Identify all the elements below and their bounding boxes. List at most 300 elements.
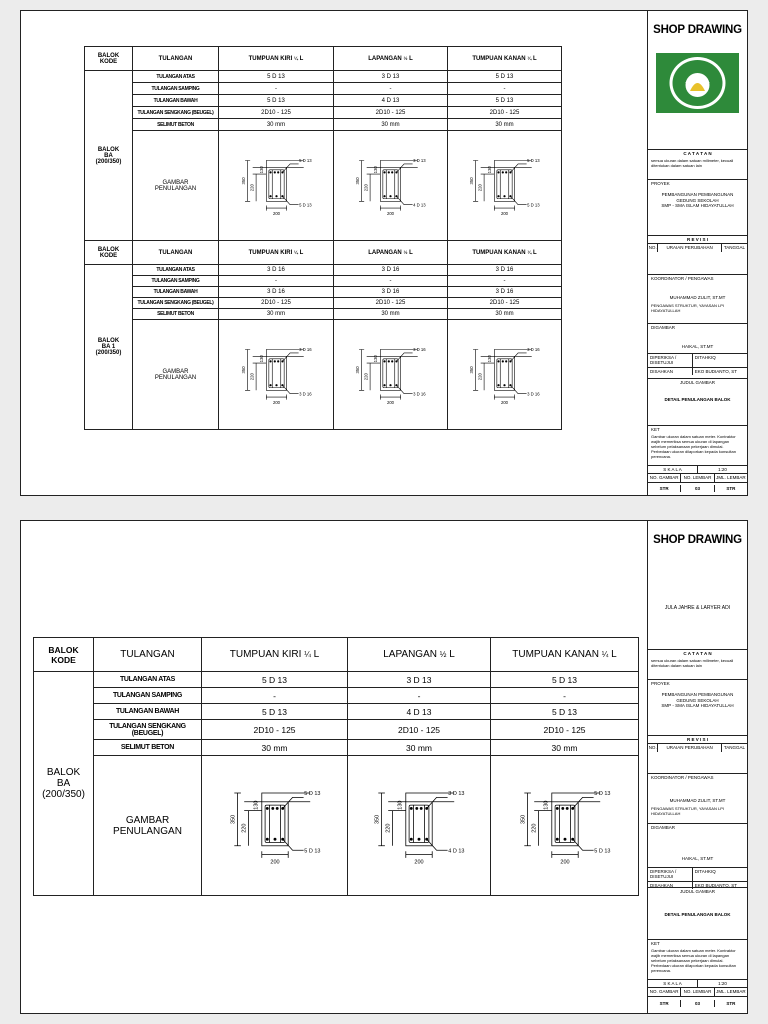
table-row — [34, 672, 639, 688]
title-block — [647, 11, 747, 495]
rebar — [565, 806, 568, 809]
rebar — [281, 837, 284, 840]
judul-section — [648, 887, 747, 939]
stirrup — [383, 169, 398, 198]
leader-line — [510, 385, 526, 394]
beam-section-drawing — [510, 782, 620, 870]
koordinator-name: MUHAMMAD ZULIT, ST.MT — [669, 798, 726, 804]
ket-label: KET — [651, 427, 660, 432]
header-tumpuan-kiri: TUMPUAN KIRI ¼ L — [202, 638, 348, 672]
web-dimension: 220 — [249, 183, 255, 191]
rebar — [561, 806, 564, 809]
rebar — [415, 806, 418, 809]
cell-lapangan: - — [348, 688, 491, 704]
dimension-line — [359, 349, 370, 390]
flange-dimension: 130 — [397, 800, 404, 810]
digambar-label: DIGAMBAR — [651, 325, 676, 330]
catatan-text: semua ukuran dalam satuan milimeter, kecuali ditentukan dalam satuan lain — [651, 658, 734, 669]
web-dimension: 220 — [530, 823, 537, 833]
cell-kanan: 5 D 13 — [448, 71, 562, 83]
rebar — [555, 837, 558, 840]
rebar — [509, 171, 511, 173]
rebar — [389, 384, 391, 386]
web-dimension: 220 — [477, 372, 483, 380]
web-dimension: 220 — [240, 823, 247, 833]
table-header-row — [34, 638, 639, 672]
height-dimension: 350 — [374, 814, 381, 824]
section-cell — [348, 756, 491, 896]
rebar — [555, 806, 558, 809]
keterangan-section — [648, 939, 747, 981]
koordinator-sub: PENGAWAS STRUKTUR, YAYASAN LPI HIDAYATULLAH — [651, 805, 724, 816]
top-bar-label: 5 D 13 — [303, 790, 321, 797]
width-dimension: 200 — [272, 210, 280, 216]
rebar — [395, 171, 397, 173]
width-dimension: 200 — [386, 210, 395, 216]
flange-dimension: 130 — [252, 800, 259, 810]
proyek-name: PEMBANGUNAN PEMBANGUNAN GEDUNG SEKOLAH SMP - SMA ISLAM HIDAYATULLAH — [661, 692, 734, 709]
flange-dimension: 130 — [258, 354, 264, 362]
cell-kanan: 30 mm — [448, 119, 562, 131]
cell-lapangan: 30 mm — [334, 119, 448, 131]
perencana-section — [648, 323, 747, 353]
koordinator-label: KOORDINATOR / PENGAWAS — [651, 276, 714, 281]
header-tulangan: TULANGAN — [133, 47, 219, 71]
rebar — [383, 195, 385, 197]
cell-kiri: 5 D 13 — [202, 672, 348, 688]
rebar — [505, 360, 507, 362]
beam-section-drawing — [348, 152, 433, 220]
width-dimension: 200 — [559, 858, 570, 865]
dimension-line — [261, 851, 287, 858]
cell-lapangan: 30 mm — [334, 309, 448, 320]
perencana-section — [648, 823, 747, 867]
proyek-label: PROYEK — [651, 181, 670, 186]
header-tumpuan-kanan: TUMPUAN KANAN ¼ L — [448, 47, 562, 71]
bottom-bar-label: 5 D 13 — [593, 847, 611, 854]
koordinator-section — [648, 274, 747, 316]
table-row — [85, 71, 562, 83]
rebar — [383, 171, 385, 173]
row-label: TULANGAN SAMPING — [94, 688, 202, 704]
drawing-sheet-2 — [20, 520, 748, 1014]
cell-lapangan: 4 D 13 — [348, 704, 491, 720]
cell-kanan: 30 mm — [448, 309, 562, 320]
judul-value: DETAIL PENULANGAN BALOK — [664, 912, 731, 918]
rebar — [388, 171, 390, 173]
cell-kiri: 3 D 16 — [219, 287, 334, 298]
revisi-label: R E V I S I — [686, 237, 708, 242]
leader-line — [282, 352, 298, 361]
row-label: SELIMUT BETON — [133, 119, 219, 131]
cell-lapangan: 3 D 13 — [348, 672, 491, 688]
dimension-line — [551, 851, 577, 858]
leader-line — [282, 839, 303, 850]
dimension-line — [380, 205, 400, 210]
rebar — [425, 837, 428, 840]
koordinator-name: MUHAMMAD ZULIT, ST.MT — [669, 295, 726, 301]
judul-label: JUDUL GAMBAR — [679, 380, 716, 385]
cell-kiri: - — [219, 276, 334, 287]
cell-lapangan: 2D10 - 125 — [334, 107, 448, 119]
section-cell — [219, 320, 334, 430]
header-balok-kode: BALOK KODE — [85, 241, 133, 265]
proyek-section — [648, 679, 747, 735]
beam-section-drawing — [462, 152, 547, 220]
header-tumpuan-kanan: TUMPUAN KANAN ¼ L — [491, 638, 639, 672]
section-cell — [448, 131, 562, 241]
cell-kanan: - — [491, 688, 639, 704]
beam-section-drawing — [364, 782, 474, 870]
flange-dimension: 130 — [486, 354, 492, 362]
rebar — [388, 360, 390, 362]
cell-kiri: - — [202, 688, 348, 704]
cell-lapangan: 4 D 13 — [334, 95, 448, 107]
flange-dimension: 130 — [486, 165, 492, 173]
top-bar-label: 5 D 13 — [593, 790, 611, 797]
koordinator-section — [648, 773, 747, 823]
web-dimension: 220 — [477, 183, 483, 191]
dimension-line — [473, 160, 484, 201]
header-tulangan: TULANGAN — [94, 638, 202, 672]
height-dimension: 350 — [355, 176, 361, 184]
rebar — [502, 360, 504, 362]
beam-section-drawing — [234, 341, 319, 409]
approval-section: DIPERIKSA / DISETUJUI DITAHKIQ DISAHKAN EKO BUDIANTO, ST — [648, 353, 747, 375]
dimension-line — [245, 349, 256, 390]
table-row — [85, 287, 562, 298]
cell-kiri: 5 D 13 — [202, 704, 348, 720]
leader-line — [396, 163, 412, 172]
dimension-line — [473, 349, 484, 390]
cell-lapangan: 2D10 - 125 — [334, 298, 448, 309]
ket-text: Gambar ukuran dalam satuan meter. Kontraktor wajib memeriksa semua ukuran di lapangan sebelum pelaksanaan pekerjaan dimulai. Perbedaan ukuran dilaporkan kepada konsultan perencana. — [651, 948, 736, 973]
rebar — [418, 837, 421, 840]
row-label: TULANGAN SAMPING — [133, 83, 219, 95]
web-dimension: 220 — [363, 372, 369, 380]
dimension-line — [266, 205, 286, 210]
height-dimension: 350 — [240, 365, 246, 373]
rebar — [571, 837, 574, 840]
stirrup — [497, 358, 512, 387]
top-bar-label: 3 D 16 — [413, 346, 426, 352]
gambar-row — [85, 131, 562, 241]
rebar — [505, 171, 507, 173]
catatan-section — [648, 649, 747, 670]
rebar — [425, 806, 428, 809]
flange-dimension: 130 — [258, 165, 264, 173]
header-lapangan: LAPANGAN ½ L — [348, 638, 491, 672]
table-row — [34, 740, 639, 756]
catatan-label: C A T A T A N — [683, 151, 712, 156]
gambar-row — [34, 756, 639, 896]
gambar-penulangan-label: GAMBAR PENULANGAN — [133, 131, 219, 241]
bottom-bar-label: 3 D 16 — [413, 390, 426, 396]
rebar — [281, 360, 283, 362]
flange-dimension: 130 — [372, 165, 378, 173]
table-row — [85, 276, 562, 287]
dimension-line — [359, 160, 370, 201]
proyek-section — [648, 179, 747, 235]
table-row — [34, 720, 639, 740]
rebar — [503, 384, 505, 386]
rebar — [502, 171, 504, 173]
cell-lapangan: - — [334, 83, 448, 95]
height-dimension: 350 — [519, 814, 526, 824]
dimension-line — [245, 160, 256, 201]
gambar-penulangan-label: GAMBAR PENULANGAN — [94, 756, 202, 896]
leader-line — [396, 385, 412, 394]
row-label: TULANGAN BAWAH — [133, 287, 219, 298]
leader-line — [510, 196, 526, 205]
bottom-bar-label: 3 D 16 — [298, 390, 312, 396]
row-label: TULANGAN ATAS — [94, 672, 202, 688]
revisi-label: R E V I S I — [686, 737, 708, 742]
top-bar-label: 3 D 16 — [298, 346, 312, 352]
top-bar-label: 5 D 13 — [298, 157, 312, 163]
rebar — [281, 195, 283, 197]
row-label: TULANGAN BAWAH — [94, 704, 202, 720]
rebar — [395, 384, 397, 386]
rebar — [509, 360, 511, 362]
cell-kanan: 5 D 13 — [491, 672, 639, 688]
perencana-name: HAIKAL, ST.MT — [681, 344, 714, 350]
beam-section-drawing — [462, 341, 547, 409]
rebar — [497, 171, 499, 173]
leader-line — [396, 196, 412, 205]
cell-lapangan: 30 mm — [348, 740, 491, 756]
rebar — [395, 195, 397, 197]
revisi-section — [648, 235, 747, 252]
header-tumpuan-kiri: TUMPUAN KIRI ¼ L — [219, 241, 334, 265]
rebar — [509, 195, 511, 197]
revisi-header: NO. URAIAN PERUBAHAN TANGGAL — [648, 245, 746, 251]
stirrup — [555, 805, 575, 842]
rebar — [273, 360, 275, 362]
judul-value: DETAIL PENULANGAN BALOK — [664, 397, 731, 403]
gambar-row — [85, 320, 562, 430]
top-bar-label: 3 D 16 — [527, 346, 540, 352]
skala-section: S K A L A 1:20 NO. GAMBAR NO. LEMBAR JML. LEMBAR STR 03 STR — [649, 467, 746, 491]
row-label: TULANGAN SAMPING — [133, 276, 219, 287]
section-cell — [202, 756, 348, 896]
shop-drawing-title: SHOP DRAWING — [653, 24, 742, 36]
cell-kiri: - — [219, 83, 334, 95]
cell-kiri: 2D10 - 125 — [219, 298, 334, 309]
bottom-bar-label: 4 D 13 — [448, 847, 465, 854]
width-dimension: 200 — [272, 399, 280, 405]
gambar-penulangan-label: GAMBAR PENULANGAN — [133, 320, 219, 430]
ket-label: KET — [651, 941, 660, 946]
rebar — [277, 360, 279, 362]
rebar — [265, 837, 268, 840]
rebar — [389, 195, 391, 197]
beam-section-drawing — [234, 152, 319, 220]
width-dimension: 200 — [414, 858, 424, 865]
beam-table-2 — [33, 637, 639, 896]
leader-line — [510, 163, 526, 172]
cell-kanan: 5 D 13 — [491, 704, 639, 720]
bottom-bar-label: 4 D 13 — [413, 201, 426, 207]
table-header-row — [85, 47, 562, 71]
cell-kanan: - — [448, 83, 562, 95]
table-row — [34, 688, 639, 704]
height-dimension: 350 — [240, 176, 246, 184]
rebar — [497, 360, 499, 362]
dimension-line — [494, 205, 514, 210]
row-label: TULANGAN ATAS — [133, 265, 219, 276]
cell-lapangan: 2D10 - 125 — [348, 720, 491, 740]
cell-kiri: 2D10 - 125 — [202, 720, 348, 740]
row-label: TULANGAN ATAS — [133, 71, 219, 83]
stirrup — [265, 805, 285, 842]
top-bar-label: 3 D 13 — [448, 790, 465, 797]
leader-line — [282, 797, 303, 808]
catatan-label: C A T A T A N — [683, 651, 712, 656]
title-block — [647, 521, 747, 1013]
rebar — [410, 806, 413, 809]
cell-kiri: 30 mm — [219, 119, 334, 131]
width-dimension: 200 — [500, 210, 509, 216]
proyek-name: PEMBANGUNAN PEMBANGUNAN GEDUNG SEKOLAH SMP - SMA ISLAM HIDAYATULLAH — [661, 192, 734, 209]
rebar — [269, 360, 271, 362]
keterangan-section — [648, 425, 747, 465]
cell-kanan: 2D10 - 125 — [448, 107, 562, 119]
cell-kiri: 5 D 13 — [219, 95, 334, 107]
cell-kanan: 30 mm — [491, 740, 639, 756]
flange-dimension: 130 — [542, 800, 549, 810]
header-tumpuan-kiri: TUMPUAN KIRI ¼ L — [219, 47, 334, 71]
rebar — [410, 837, 413, 840]
koordinator-sub: PENGAWAS STRUKTUR, YAYASAN LPI HIDAYATULLAH — [651, 302, 724, 313]
cell-kanan: 3 D 16 — [448, 287, 562, 298]
table-row — [85, 119, 562, 131]
rebar — [563, 837, 566, 840]
table-row — [85, 309, 562, 320]
header-lapangan: LAPANGAN ½ L — [334, 47, 448, 71]
row-label: TULANGAN SENGKANG (BEUGEL) — [94, 720, 202, 740]
web-dimension: 220 — [249, 372, 255, 380]
rebar — [420, 806, 423, 809]
cell-kiri: 5 D 13 — [219, 71, 334, 83]
width-dimension: 200 — [500, 399, 509, 405]
row-label: TULANGAN BAWAH — [133, 95, 219, 107]
approval-stamp-text: JULA JAHRE & LARYER ADI — [664, 605, 731, 611]
cell-kiri: 2D10 - 125 — [219, 107, 334, 119]
rebar — [383, 360, 385, 362]
cell-kanan: 3 D 16 — [448, 265, 562, 276]
web-dimension: 220 — [363, 183, 369, 191]
koordinator-label: KOORDINATOR / PENGAWAS — [651, 775, 714, 780]
dimension-line — [378, 793, 392, 846]
rebar — [503, 195, 505, 197]
cell-kiri: 30 mm — [219, 309, 334, 320]
balok-kode-cell: BALOK BA (200/350) — [34, 672, 94, 896]
approval-section: DIPERIKSA / DISETUJUI DITAHKIQ DISAHKAN EKO BUDIANTO, ST — [648, 867, 747, 889]
rebar — [281, 384, 283, 386]
cell-kanan: 2D10 - 125 — [448, 298, 562, 309]
table-row — [34, 704, 639, 720]
rebar — [395, 360, 397, 362]
rebar — [269, 384, 271, 386]
rebar — [269, 171, 271, 173]
height-dimension: 350 — [355, 365, 361, 373]
catatan-section — [648, 149, 747, 170]
stirrup — [497, 169, 512, 198]
dimension-line — [494, 394, 514, 399]
dimension-line — [406, 851, 432, 858]
leader-line — [510, 352, 526, 361]
leader-line — [572, 797, 593, 808]
cell-lapangan: 3 D 16 — [334, 265, 448, 276]
leader-line — [572, 839, 593, 850]
rebar — [265, 806, 268, 809]
cell-kiri: 30 mm — [202, 740, 348, 756]
cell-lapangan: 3 D 13 — [334, 71, 448, 83]
table-row — [85, 298, 562, 309]
section-cell — [334, 131, 448, 241]
table-row — [85, 95, 562, 107]
table-row — [85, 107, 562, 119]
bottom-bar-label: 3 D 16 — [527, 390, 540, 396]
stirrup — [383, 358, 398, 387]
bottom-bar-label: 5 D 13 — [303, 847, 321, 854]
rebar — [383, 384, 385, 386]
dimension-line — [266, 394, 286, 399]
rebar — [497, 195, 499, 197]
leader-line — [282, 163, 298, 172]
beam-table-1 — [84, 46, 562, 430]
width-dimension: 200 — [269, 858, 280, 865]
web-dimension: 220 — [385, 823, 392, 833]
revisi-header: NO. URAIAN PERUBAHAN TANGGAL — [648, 745, 746, 751]
catatan-text: semua ukuran dalam satuan milimeter, kecuali ditentukan dalam satuan lain — [651, 158, 734, 169]
skala-section: S K A L A 1:20 NO. GAMBAR NO. LEMBAR JML. LEMBAR STR 03 STR — [649, 981, 746, 1006]
height-dimension: 350 — [469, 365, 475, 373]
leader-line — [282, 385, 298, 394]
row-label: TULANGAN SENGKANG (BEUGEL) — [133, 107, 219, 119]
row-label: SELIMUT BETON — [133, 309, 219, 320]
row-label: SELIMUT BETON — [94, 740, 202, 756]
stirrup — [268, 169, 283, 198]
rebar — [271, 806, 274, 809]
cell-kanan: 5 D 13 — [448, 95, 562, 107]
section-cell — [334, 320, 448, 430]
beam-section-drawing — [220, 782, 330, 870]
rebar — [273, 837, 276, 840]
dimension-line — [380, 394, 400, 399]
rebar — [277, 171, 279, 173]
rebar — [275, 384, 277, 386]
revisi-section — [648, 735, 747, 752]
height-dimension: 350 — [469, 176, 475, 184]
row-label: TULANGAN SENGKANG (BEUGEL) — [133, 298, 219, 309]
table-row — [85, 83, 562, 95]
shop-drawing-title: SHOP DRAWING — [653, 534, 742, 546]
table-row — [85, 265, 562, 276]
header-balok-kode: BALOK KODE — [34, 638, 94, 672]
rebar — [571, 806, 574, 809]
judul-section — [648, 378, 747, 425]
rebar — [281, 806, 284, 809]
flange-dimension: 130 — [372, 354, 378, 362]
dimension-line — [234, 793, 248, 846]
rebar — [281, 171, 283, 173]
bottom-bar-label: 5 D 13 — [298, 201, 312, 207]
cell-lapangan: - — [334, 276, 448, 287]
bottom-bar-label: 5 D 13 — [527, 201, 540, 207]
institution-logo — [656, 53, 739, 113]
